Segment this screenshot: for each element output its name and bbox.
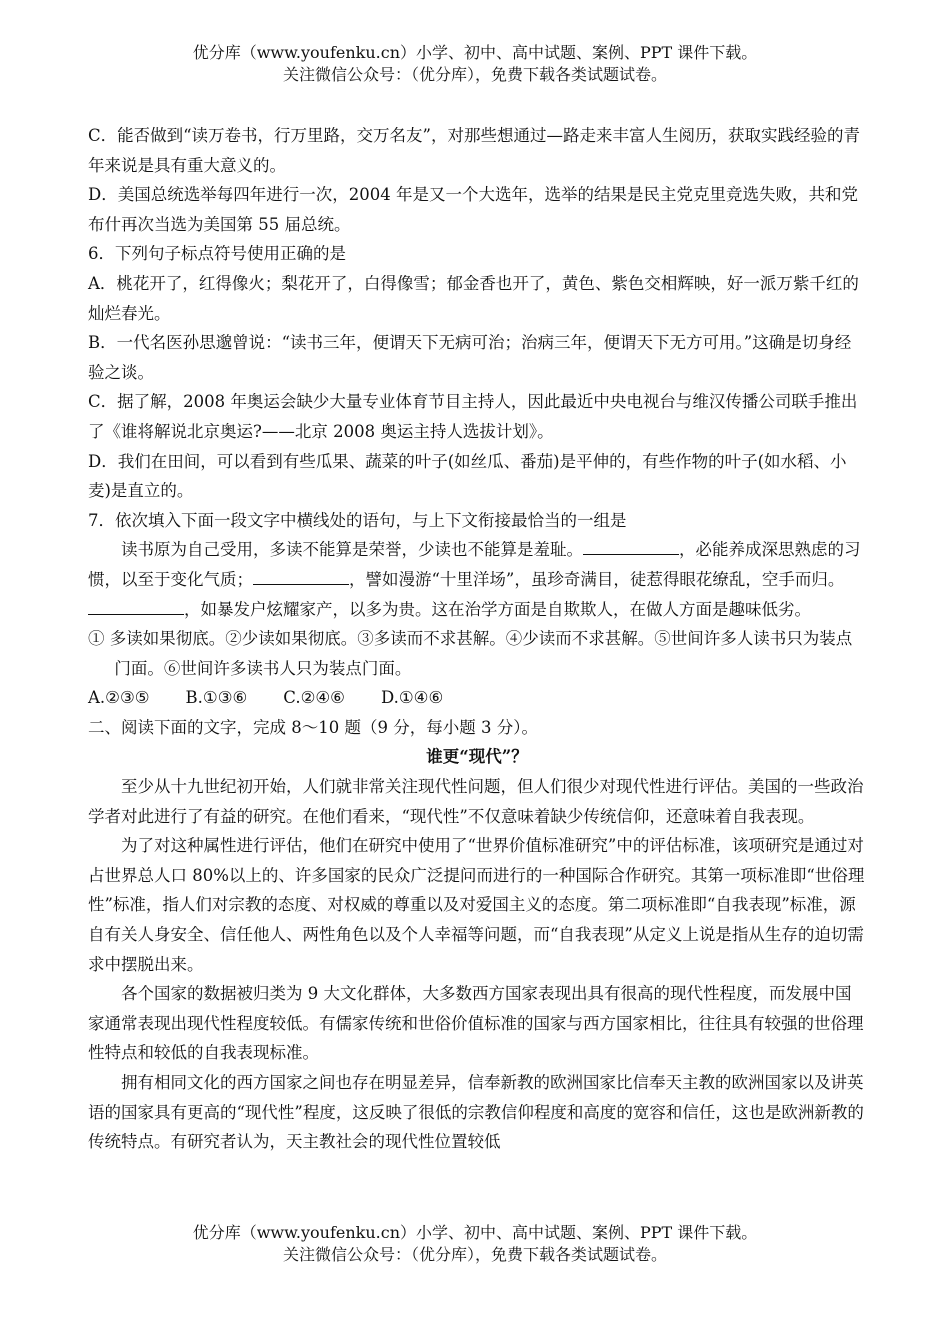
q7-blank-2 <box>253 566 349 585</box>
q7-option-d: D.①④⑥ <box>380 688 444 708</box>
article-paragraph: 拥有相同文化的西方国家之间也存在明显差异，信奉新教的欧洲国家比信奉天主教的欧洲国家以及讲英语的国家具有更高的“现代性”程度，这反映了很低的宗教信仰程度和高度的宽容和信任，这也是欧洲新教的传统特点。有研究者认为，天主教社会的现代性位置较低 <box>88 1073 864 1152</box>
q7-option-c: C.②④⑥ <box>283 688 345 708</box>
q7-blank-1 <box>583 536 679 555</box>
q6-option-c: C．据了解，2008 年奥运会缺少大量专业体育节目主持人，因此最近中央电视台与维汉传播公司联手推出了《谁将解说北京奥运?——北京 2008 奥运主持人选拔计划》。 <box>88 392 858 441</box>
footer-line-1: 优分库（www.youfenku.cn）小学、初中、高中试题、案例、PPT 课件下载。 <box>192 1223 758 1242</box>
header-line-1: 优分库（www.youfenku.cn）小学、初中、高中试题、案例、PPT 课件下载。 <box>192 43 758 62</box>
q7-stem: 7．依次填入下面一段文字中横线处的语句，与上下文衔接最恰当的一组是 <box>88 510 627 530</box>
page-header <box>0 42 950 86</box>
q7-blank-3 <box>88 596 184 615</box>
exam-content <box>88 121 866 1157</box>
article-title: 谁更“现代”？ <box>426 747 528 767</box>
q7-passage-part-2: ，必能养成深思熟虑的习惯，以至于变化气质； <box>88 540 861 589</box>
q5-option-d: D．美国总统选举每四年进行一次，2004 年是又一个大选年，选举的结果是民主党克里竞选失败，共和党布什再次当选为美国第 55 届总统。 <box>88 185 858 234</box>
footer-line-2: 关注微信公众号：（优分库），免费下载各类试题试卷。 <box>282 1245 667 1264</box>
article-paragraph: 至少从十九世纪初开始，人们就非常关注现代性问题，但人们很少对现代性进行评估。美国的一些政治学者对此进行了有益的研究。在他们看来，“现代性”不仅意味着缺少传统信仰，还意味着自我表现。 <box>88 777 864 826</box>
q7-passage-part-1: 读书原为自己受用，多读不能算是荣誉，少读也不能算是羞耻。 <box>121 540 583 560</box>
q6-option-a: A．桃花开了，红得像火；梨花开了，白得像雪；郁金香也开了，黄色、紫色交相辉映，好一派万紫千红的灿烂春光。 <box>88 273 859 323</box>
q6-option-b: B．一代名医孙思邈曾说：“读书三年，便谓天下无病可治；治病三年，便谓天下无方可用。”这确是切身经验之谈。 <box>88 333 852 382</box>
article-paragraph: 为了对这种属性进行评估，他们在研究中使用了“世界价值标准研究”中的评估标准，该项研究是通过对占世界总人口 80%以上的、许多国家的民众广泛提问而进行的一种国际合作研究。其第一项标准即“世俗理性”标准，指人们对宗教的态度、对权威的尊重以及对爱国主义的态度。第二项标准即“自我表现”标准，源自有关人身安全、信任他人、两性角色以及个人幸福等问题，而“自我表现”从定义上说是指从生存的迫切需求中摆脱出来。 <box>88 836 865 974</box>
q6-stem: 6．下列句子标点符号使用正确的是 <box>88 244 346 264</box>
q5-option-c: C．能否做到“读万卷书，行万里路，交万名友”，对那些想通过—路走来丰富人生阅历，获取实践经验的青年来说是具有重大意义的。 <box>88 126 860 175</box>
q7-passage-part-4: ，如暴发户炫耀家产，以多为贵。这在治学方面是自欺欺人，在做人方面是趣味低劣。 <box>184 599 811 619</box>
q7-items: ① 多读如果彻底。②少读如果彻底。③多读而不求甚解。④少读而不求甚解。⑤世间许多人读书只为装点门面。⑥世间许多读书人只为装点门面。 <box>88 629 853 678</box>
page-footer <box>0 1222 950 1266</box>
q7-passage <box>88 535 866 624</box>
header-line-2: 关注微信公众号：（优分库），免费下载各类试题试卷。 <box>282 65 667 84</box>
q7-passage-part-3: ，譬如漫游“十里洋场”，虽珍奇满目，徒惹得眼花缭乱，空手而归。 <box>349 569 845 589</box>
q6-option-d: D．我们在田间，可以看到有些瓜果、蔬菜的叶子(如丝瓜、番茄)是平伸的，有些作物的叶子(如水稻、小麦)是直立的。 <box>88 451 847 501</box>
article-paragraph: 各个国家的数据被归类为 9 大文化群体，大多数西方国家表现出具有很高的现代性程度，而发展中国家通常表现出现代性程度较低。有儒家传统和世俗价值标准的国家与西方国家相比，往往具有较强的世俗理性特点和较低的自我表现标准。 <box>88 984 864 1063</box>
section-2-heading: 二、阅读下面的文字，完成 8～10 题（9 分，每小题 3 分）。 <box>88 717 538 737</box>
q7-option-b: B.①③⑥ <box>185 688 248 708</box>
q7-options <box>88 683 866 713</box>
q7-option-a: A.②③⑤ <box>88 688 150 708</box>
